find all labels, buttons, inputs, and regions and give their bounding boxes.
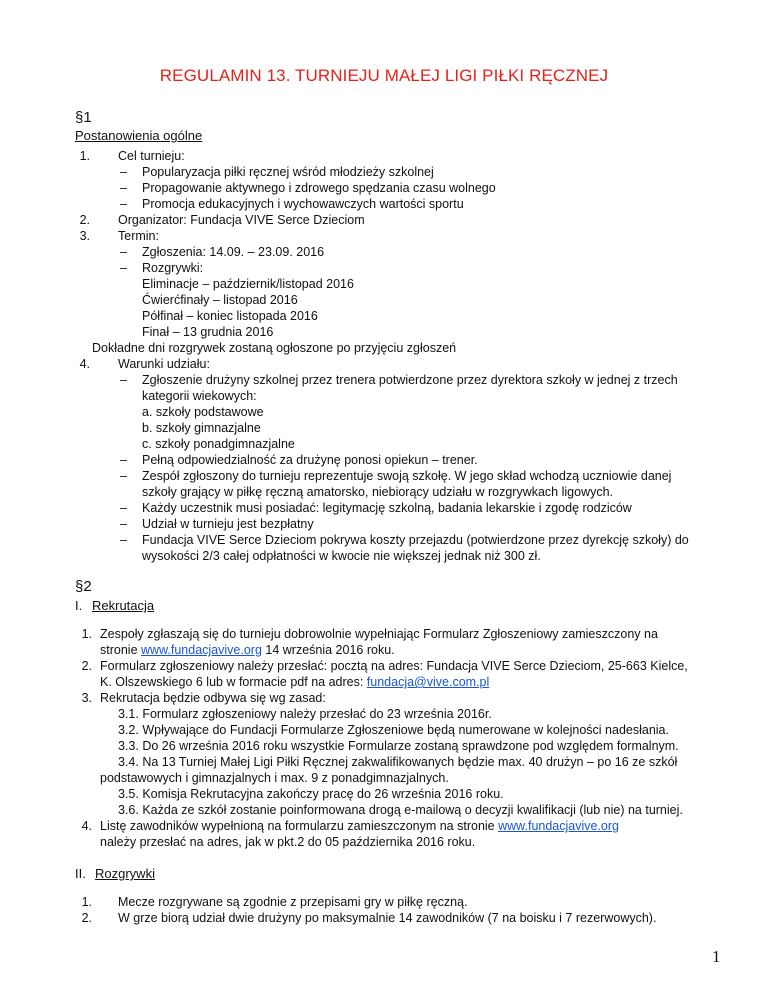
item-text: Organizator: Fundacja VIVE Serce Dzieciom <box>118 213 365 227</box>
sub-item: 3.3. Do 26 września 2016 roku wszystkie Formularze zostaną sprawdzone pod względem formalnym. <box>118 739 679 753</box>
sub-item: podstawowych i gimnazjalnych i max. 9 z ponadgimnazjalnych. <box>100 771 449 785</box>
item-number: 4. <box>81 819 92 833</box>
list-item: Ćwierćfinały – listopad 2016 <box>142 293 298 307</box>
dash-bullet: – <box>120 165 127 179</box>
email-link[interactable]: fundacja@vive.com.pl <box>366 675 490 689</box>
dash-bullet: – <box>120 181 127 195</box>
section-mark-2: §2 <box>75 578 92 595</box>
dash-bullet: – <box>120 517 127 531</box>
item-text: należy przesłać na adres, jak w pkt.2 do 05 października 2016 roku. <box>100 835 476 849</box>
text-fragment: Listę zawodników wypełnioną na formularzu zamieszczonym na stronie <box>100 819 499 833</box>
item-number: 1. <box>81 895 92 909</box>
page-number: 1 <box>712 947 721 966</box>
dash-bullet: – <box>120 245 127 259</box>
subsection-number: II. <box>75 866 86 881</box>
list-item: Eliminacje – październik/listopad 2016 <box>142 277 354 291</box>
dash-bullet: – <box>120 453 127 467</box>
sub-item: 3.5. Komisja Rekrutacyjna zakończy pracę do 26 września 2016 roku. <box>118 787 504 801</box>
text-fragment: 14 września 2016 roku. <box>261 643 395 657</box>
list-item: b. szkoły gimnazjalne <box>142 421 261 435</box>
subsection-heading-games: Rozgrywki <box>95 866 155 881</box>
item-text: W grze biorą udział dwie drużyny po maksymalnie 14 zawodników (7 na boisku i 7 rezerwowych). <box>118 911 657 925</box>
item-number: 4. <box>79 357 90 371</box>
item-number: 3. <box>79 229 90 243</box>
item-text: Warunki udziału: <box>118 357 210 371</box>
item-text: Rekrutacja będzie odbywa się wg zasad: <box>100 691 326 705</box>
item-number: 1. <box>81 627 92 641</box>
list-item: c. szkoły ponadgimnazjalne <box>142 437 295 451</box>
item-number: 2. <box>79 213 90 227</box>
list-item: Zgłoszenia: 14.09. – 23.09. 2016 <box>142 245 325 259</box>
item-number: 2. <box>81 911 92 925</box>
text-fragment: stronie <box>100 643 141 657</box>
dash-bullet: – <box>120 501 127 515</box>
dash-bullet: – <box>120 469 127 483</box>
list-item: Zespół zgłoszony do turnieju reprezentuje swoją szkołę. W jego skład wchodzą uczniowie danej <box>142 469 672 483</box>
item-text <box>100 818 619 834</box>
section-mark-1: §1 <box>75 109 92 126</box>
list-item: Rozgrywki: <box>142 261 204 275</box>
list-item: Półfinał – koniec listopada 2016 <box>142 309 318 323</box>
subsection-number: I. <box>75 598 83 613</box>
list-item: Popularyzacja piłki ręcznej wśród młodzieży szkolnej <box>142 165 434 179</box>
item-text: Mecze rozgrywane są zgodnie z przepisami gry w piłkę ręczną. <box>118 895 468 909</box>
list-item: kategorii wiekowych: <box>142 389 257 403</box>
list-item: Udział w turnieju jest bezpłatny <box>142 517 314 531</box>
list-item: Finał – 13 grudnia 2016 <box>142 325 274 339</box>
list-item: wysokości 2/3 całej odpłatności w kwocie nie większej jednak niż 300 zł. <box>142 549 541 563</box>
item-text: Cel turnieju: <box>118 149 185 163</box>
sub-item: 3.2. Wpływające do Fundacji Formularze Zgłoszeniowe będą numerowane w kolejności nadesłania. <box>118 723 669 737</box>
website-link[interactable]: www.fundacjavive.org <box>498 819 620 833</box>
item-text: Formularz zgłoszeniowy należy przesłać: pocztą na adres: Fundacja VIVE Serce Dzieciom, 25-663 Kielce, <box>100 659 688 673</box>
item-text: Zespoły zgłaszają się do turnieju dobrowolnie wypełniając Formularz Zgłoszeniowy zamieszczony na <box>100 627 658 641</box>
item-number: 1. <box>79 149 90 163</box>
document-title: REGULAMIN 13. TURNIEJU MAŁEJ LIGI PIŁKI RĘCZNEJ <box>159 66 609 85</box>
item-text <box>100 642 395 658</box>
dash-bullet: – <box>120 373 127 387</box>
website-link[interactable]: www.fundacjavive.org <box>141 643 262 657</box>
dash-bullet: – <box>120 261 127 275</box>
list-item: Zgłoszenie drużyny szkolnej przez trenera potwierdzone przez dyrektora szkoły w jednej z trzech <box>142 373 678 387</box>
item-number: 2. <box>81 659 92 673</box>
list-item: a. szkoły podstawowe <box>142 405 264 419</box>
subsection-heading-recruitment: Rekrutacja <box>92 598 155 613</box>
list-item: Propagowanie aktywnego i zdrowego spędzania czasu wolnego <box>142 181 496 195</box>
text-fragment: K. Olszewskiego 6 lub w formacie pdf na adres: <box>100 675 367 689</box>
section-heading-general: Postanowienia ogólne <box>75 128 203 143</box>
item-text <box>100 674 489 690</box>
sub-item: 3.4. Na 13 Turniej Małej Ligi Piłki Ręcznej zakwalifikowanych będzie max. 40 drużyn – po 16 ze szkół <box>118 755 678 769</box>
dash-bullet: – <box>120 533 127 547</box>
list-item: szkoły grający w piłkę ręczną amatorsko, niebiorący udziału w rozgrywkach ligowych. <box>142 485 614 499</box>
note-text: Dokładne dni rozgrywek zostaną ogłoszone po przyjęciu zgłoszeń <box>92 341 457 355</box>
list-item: Promocja edukacyjnych i wychowawczych wartości sportu <box>142 197 464 211</box>
list-item: Pełną odpowiedzialność za drużynę ponosi opiekun – trener. <box>142 453 478 467</box>
list-item: Każdy uczestnik musi posiadać: legitymację szkolną, badania lekarskie i zgodę rodziców <box>142 501 632 515</box>
list-item: Fundacja VIVE Serce Dzieciom pokrywa koszty przejazdu (potwierdzone przez dyrekcję szkoły) do <box>142 533 689 547</box>
sub-item: 3.1. Formularz zgłoszeniowy należy przesłać do 23 września 2016r. <box>118 707 492 721</box>
sub-item: 3.6. Każda ze szkół zostanie poinformowana drogą e-mailową o decyzji kwalifikacji (lub nie) na turniej. <box>118 803 683 817</box>
dash-bullet: – <box>120 197 127 211</box>
item-number: 3. <box>81 691 92 705</box>
item-text: Termin: <box>118 229 159 243</box>
